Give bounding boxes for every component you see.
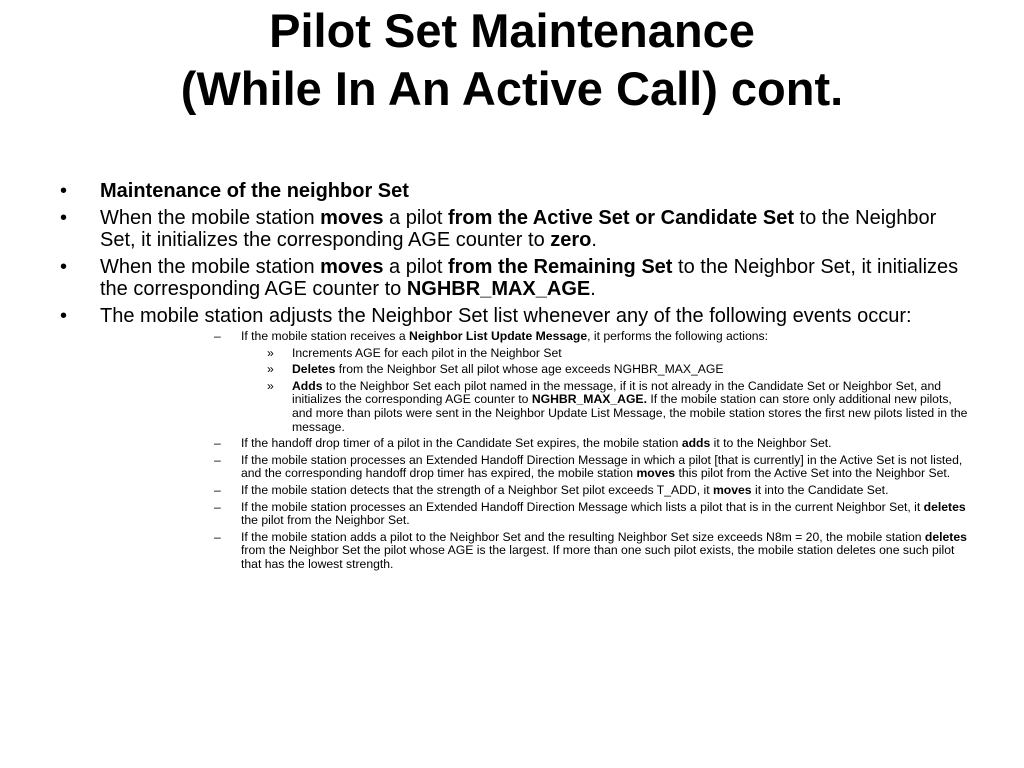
- sub-bullet-text-bold: moves: [712, 482, 752, 497]
- dash-marker: –: [214, 452, 221, 467]
- dash-marker: –: [214, 482, 221, 497]
- sub-sub-bullet-text: If the mobile station can store only additional new pilots, and more than pilots were sent in the Neighbor Update List Message, the mobile station stores the first new pilots listed in the message.: [292, 392, 968, 434]
- sub-bullet-text: this pilot from the Active Set into the Neighbor Set.: [675, 466, 951, 481]
- dash-marker: –: [214, 529, 221, 544]
- sub-sub-bullet-item: [267, 362, 969, 377]
- bullet-text: .: [590, 278, 596, 300]
- sub-bullet-item: [214, 529, 969, 572]
- sub-bullet-text: , it performs the following actions:: [587, 329, 768, 343]
- bullet-text: a pilot: [383, 256, 448, 278]
- bullet-text: When the mobile station: [100, 256, 321, 278]
- sub-bullet-text: from the Neighbor Set the pilot whose AGE is the largest. If more than one such pilot exists, the mobile station deletes one such pilot that has the lowest strength.: [241, 543, 955, 571]
- title-line-2: (While In An Active Call) cont.: [180, 62, 844, 115]
- dash-marker: –: [214, 436, 221, 451]
- sub-bullet-text: If the mobile station detects that the strength of a Neighbor Set pilot exceeds T_ADD, it: [241, 482, 713, 497]
- bullet-text-bold: moves: [320, 256, 384, 278]
- bullet-marker: •: [60, 305, 68, 327]
- bullet-text: a pilot: [383, 207, 448, 229]
- bullet-text-bold: NGHBR_MAX_AGE: [406, 278, 591, 300]
- sub-sub-bullet-item: [267, 345, 969, 361]
- slide-title: [0, 2, 1024, 118]
- sub-bullet-item: [214, 452, 969, 481]
- bullet-text: to the Neighbor Set, it initializes the corresponding AGE counter to: [100, 256, 959, 300]
- sub-sub-bullet-text: to the Neighbor Set each pilot named in the message, if it is not already in the Candidate Set or Neighbor Set, and initializes the corresponding AGE counter to: [292, 378, 942, 407]
- sub-bullet-text: If the mobile station processes an Extended Handoff Direction Message which lists a pilot that is in the current Neighbor Set, it: [241, 499, 924, 514]
- sub-bullet-item: [214, 436, 969, 451]
- bullet-text: The mobile station adjusts the Neighbor Set list whenever any of the following events occur:: [100, 305, 912, 327]
- bullet-item: [60, 256, 970, 300]
- sub-bullet-item: [214, 499, 969, 528]
- bullet-text: When the mobile station: [100, 207, 321, 229]
- sub-sub-bullet-text: from the Neighbor Set all pilot whose age exceeds NGHBR_MAX_AGE: [335, 362, 724, 377]
- title-line-1: Pilot Set Maintenance: [269, 4, 755, 57]
- sub-bullet-text: it to the Neighbor Set.: [710, 436, 832, 451]
- sub-bullet-text: If the mobile station processes an Extended Handoff Direction Message in which a pilot [that is currently] in the Active Set is not listed, and the corresponding handoff drop timer has expired, the mobile station: [241, 452, 963, 481]
- slide-body: [0, 180, 1024, 575]
- sub-bullet-text: If the handoff drop timer of a pilot in the Candidate Set expires, the mobile station: [241, 436, 682, 451]
- sub-bullet-item: [214, 329, 969, 344]
- sub-bullet-text: If the mobile station receives a: [241, 329, 410, 343]
- sub-sub-bullet-text: Increments AGE for each pilot in the Neighbor Set: [292, 345, 562, 360]
- sub-bullet-text: it into the Candidate Set.: [751, 482, 889, 497]
- sub-bullet-text: If the mobile station adds a pilot to the Neighbor Set and the resulting Neighbor Set size exceeds N8m = 20, the mobile station: [241, 529, 925, 544]
- bullet-text-bold: from the Active Set or Candidate Set: [447, 207, 794, 229]
- bullet-text: .: [591, 229, 597, 251]
- chevron-marker: »: [267, 362, 274, 377]
- sub-bullet-text-bold: adds: [681, 436, 711, 451]
- sub-bullet-text-bold: Neighbor List Update Message: [409, 329, 588, 343]
- bullet-text-bold: Maintenance of the neighbor Set: [100, 180, 409, 202]
- bullet-text-bold: zero: [550, 229, 592, 251]
- bullet-text-bold: moves: [320, 207, 384, 229]
- bullet-marker: •: [60, 207, 68, 229]
- chevron-marker: »: [267, 378, 274, 393]
- bullet-marker: •: [60, 180, 68, 202]
- sub-bullet-item: [214, 482, 969, 498]
- bullet-item: [60, 305, 970, 327]
- bullet-marker: •: [60, 256, 68, 278]
- sub-sub-bullet-text-bold: Deletes: [292, 362, 336, 377]
- sub-bullet-text-bold: deletes: [924, 529, 967, 544]
- sub-bullet-text-bold: deletes: [923, 499, 966, 514]
- dash-marker: –: [214, 499, 221, 514]
- chevron-marker: »: [267, 345, 274, 360]
- dash-marker: –: [214, 329, 221, 343]
- bullet-text-bold: from the Remaining Set: [447, 256, 673, 278]
- bullet-item: [60, 207, 970, 251]
- bullet-item: [60, 180, 970, 202]
- sub-sub-bullet-text-bold: NGHBR_MAX_AGE.: [531, 392, 647, 407]
- sub-sub-bullet-text-bold: Adds: [292, 378, 323, 393]
- bullet-text: to the Neighbor Set, it initializes the corresponding AGE counter to: [100, 207, 937, 251]
- sub-bullet-text-bold: moves: [636, 466, 676, 481]
- sub-bullet-text: the pilot from the Neighbor Set.: [241, 513, 410, 528]
- sub-sub-bullet-item: [267, 378, 969, 434]
